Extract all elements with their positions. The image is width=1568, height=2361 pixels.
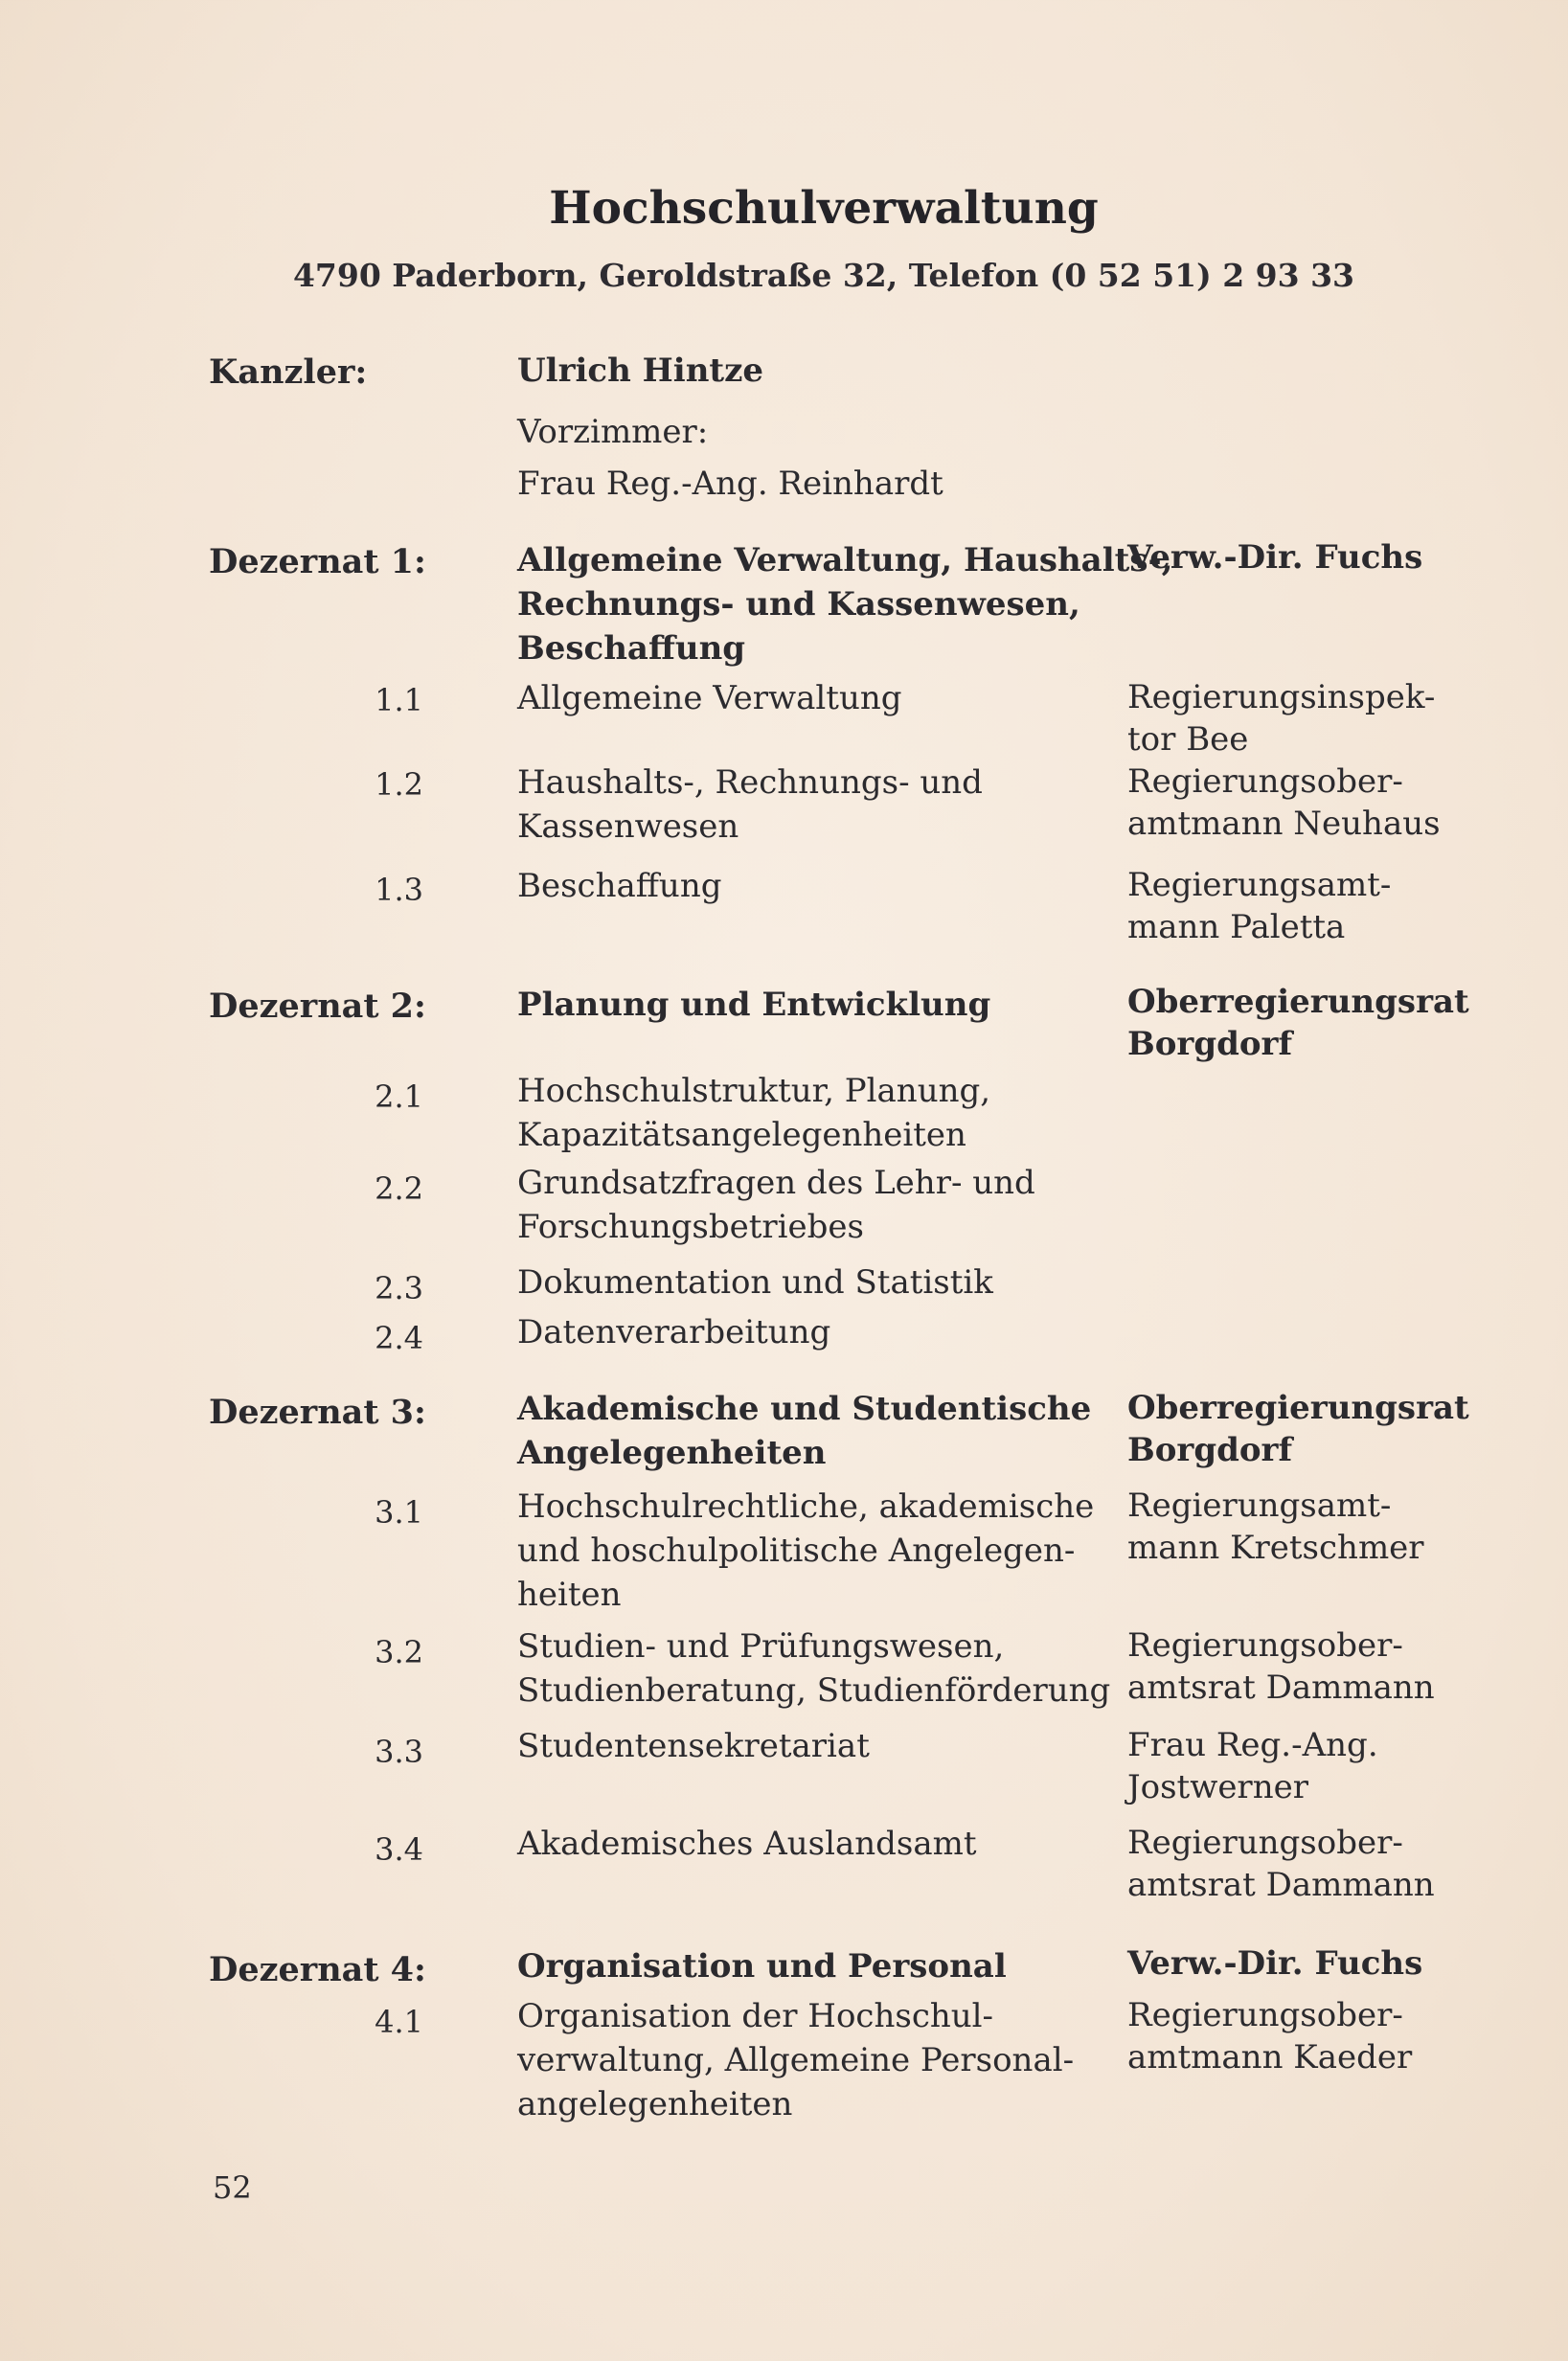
address-line: 4790 Paderborn, Geroldstraße 32, Telefon (0 52 51) 2 93 33 <box>292 257 1355 294</box>
unit-2-1-title: Hochschulstruktur, Planung, Kapazitätsangelegenheiten <box>517 1072 991 1154</box>
unit-3-2-title: Studien- und Prüfungswesen, Studienberatung, Studienförderung <box>517 1627 1111 1710</box>
unit-1-1-title: Allgemeine Verwaltung <box>517 679 902 717</box>
unit-2-4-title: Datenverarbeitung <box>517 1313 831 1351</box>
vorzimmer-name: Frau Reg.-Ang. Reinhardt <box>517 465 943 503</box>
unit-3-1-officer: Regierungsamt- mann Kretschmer <box>1127 1487 1424 1567</box>
page-title: Hochschulverwaltung <box>549 182 1099 235</box>
unit-3-3-title: Studentensekretariat <box>517 1727 870 1765</box>
unit-1-2-number: 1.2 <box>375 766 423 803</box>
dezernat-2-officer: Oberregierungsrat Borgdorf <box>1127 983 1469 1063</box>
unit-2-2-number: 2.2 <box>375 1170 423 1207</box>
unit-2-1-number: 2.1 <box>375 1078 423 1115</box>
unit-3-4-officer: Regierungsober- amtsrat Dammann <box>1127 1824 1435 1904</box>
dezernat-3-title: Akademische und Studentische Angelegenheiten <box>517 1390 1092 1472</box>
vorzimmer-label: Vorzimmer: <box>517 413 709 451</box>
unit-2-3-title: Dokumentation und Statistik <box>517 1263 993 1302</box>
dezernat-4-label: Dezernat 4: <box>209 1950 426 1989</box>
unit-1-3-number: 1.3 <box>375 872 423 908</box>
unit-1-2-officer: Regierungsober- amtmann Neuhaus <box>1127 762 1441 843</box>
unit-2-4-number: 2.4 <box>375 1320 423 1356</box>
dezernat-4-title: Organisation und Personal <box>517 1947 1007 1986</box>
unit-3-3-number: 3.3 <box>375 1734 423 1770</box>
dezernat-3-label: Dezernat 3: <box>209 1393 426 1432</box>
unit-1-2-title: Haushalts-, Rechnungs- und Kassenwesen <box>517 763 983 846</box>
dezernat-4-officer: Verw.-Dir. Fuchs <box>1127 1944 1423 1983</box>
unit-4-1-number: 4.1 <box>375 2004 423 2040</box>
dezernat-2-label: Dezernat 2: <box>209 987 426 1026</box>
unit-3-4-number: 3.4 <box>375 1831 423 1868</box>
unit-1-1-number: 1.1 <box>375 682 423 718</box>
kanzler-label: Kanzler: <box>209 352 368 392</box>
unit-1-3-title: Beschaffung <box>517 867 722 905</box>
unit-2-3-number: 2.3 <box>375 1270 423 1306</box>
dezernat-1-label: Dezernat 1: <box>209 542 426 581</box>
dezernat-1-title: Allgemeine Verwaltung, Haushalts-, Rechnungs- und Kassenwesen, Beschaffung <box>517 541 1173 668</box>
unit-4-1-officer: Regierungsober- amtmann Kaeder <box>1127 1996 1413 2077</box>
dezernat-1-officer: Verw.-Dir. Fuchs <box>1127 538 1423 577</box>
unit-1-3-officer: Regierungsamt- mann Paletta <box>1127 866 1392 946</box>
unit-3-2-number: 3.2 <box>375 1634 423 1670</box>
dezernat-3-officer: Oberregierungsrat Borgdorf <box>1127 1389 1469 1469</box>
unit-3-4-title: Akademisches Auslandsamt <box>517 1825 977 1863</box>
unit-3-3-officer: Frau Reg.-Ang. Jostwerner <box>1127 1726 1378 1806</box>
unit-3-2-officer: Regierungsober- amtsrat Dammann <box>1127 1626 1435 1707</box>
dezernat-2-title: Planung und Entwicklung <box>517 986 991 1024</box>
unit-3-1-number: 3.1 <box>375 1494 423 1531</box>
unit-3-1-title: Hochschulrechtliche, akademische und hoschulpolitische Angelegen- heiten <box>517 1487 1095 1614</box>
kanzler-name: Ulrich Hintze <box>517 352 764 390</box>
unit-1-1-officer: Regierungsinspek- tor Bee <box>1127 678 1436 759</box>
unit-4-1-title: Organisation der Hochschul- verwaltung, Allgemeine Personal- angelegenheiten <box>517 1997 1075 2123</box>
page-number: 52 <box>213 2169 252 2206</box>
unit-2-2-title: Grundsatzfragen des Lehr- und Forschungsbetriebes <box>517 1164 1035 1246</box>
